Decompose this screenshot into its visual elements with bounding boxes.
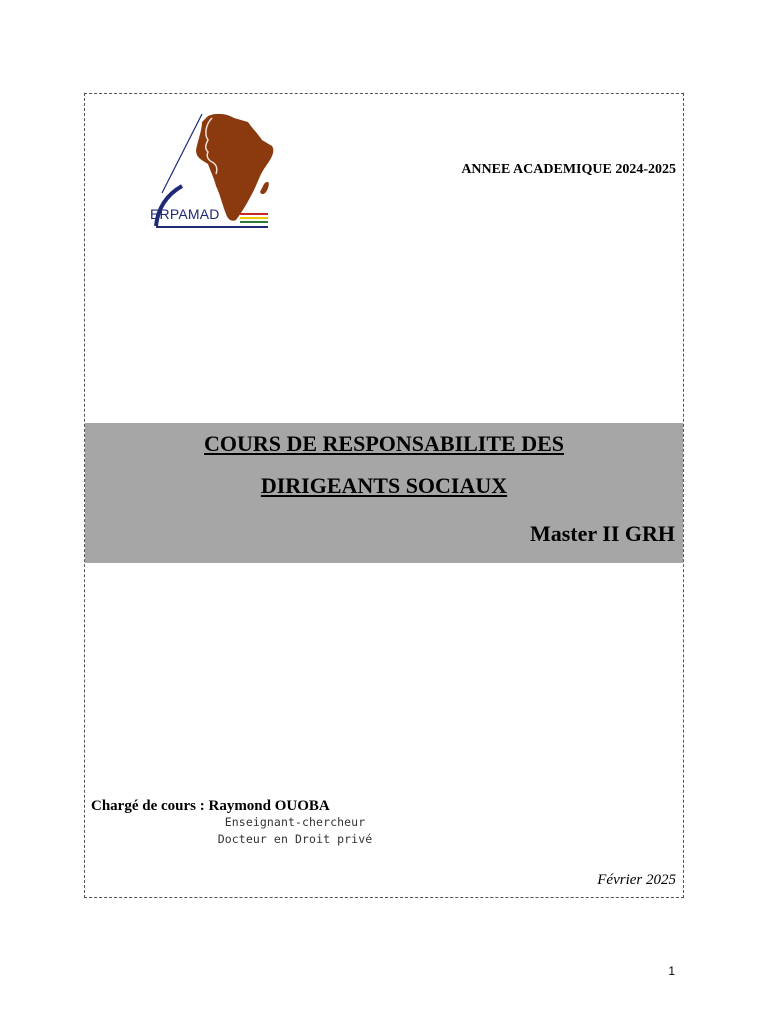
- academic-year: ANNEE ACADEMIQUE 2024-2025: [461, 162, 676, 177]
- lecturer-role: Enseignant-chercheur: [224, 815, 366, 829]
- document-date: Février 2025: [597, 872, 676, 888]
- lecturer-name: Chargé de cours : Raymond OUOBA: [91, 798, 330, 814]
- course-title-line2: DIRIGEANTS SOCIAUX: [260, 473, 508, 498]
- erpamad-logo: [120, 108, 302, 238]
- course-title-line1: COURS DE RESPONSABILITE DES: [203, 431, 565, 456]
- page-number: 1: [668, 964, 675, 978]
- title-band: [85, 423, 683, 563]
- program-name: Master II GRH: [529, 521, 675, 546]
- lecturer-degree: Docteur en Droit privé: [217, 832, 373, 846]
- logo-wordmark: ERPAMAD: [150, 206, 220, 222]
